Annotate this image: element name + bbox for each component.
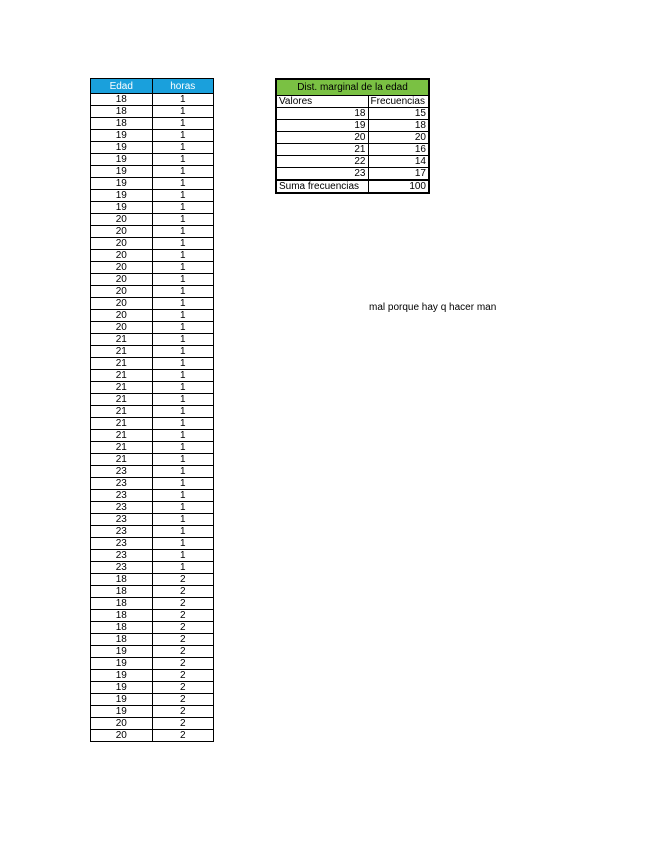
cell-edad[interactable]: 19 [91,142,153,154]
cell-edad[interactable]: 19 [91,190,153,202]
marginal-title[interactable]: Dist. marginal de la edad [276,79,429,96]
table-row [91,214,214,226]
cell-horas[interactable]: 1 [152,130,214,142]
cell-edad[interactable]: 21 [91,418,153,430]
table-row [91,526,214,538]
cell-edad[interactable]: 23 [91,526,153,538]
cell-edad[interactable]: 23 [91,502,153,514]
table-row [91,646,214,658]
cell-horas[interactable]: 1 [152,226,214,238]
cell-frecuencia[interactable]: 14 [368,156,429,168]
cell-edad[interactable]: 19 [91,130,153,142]
cell-valor[interactable]: 21 [276,144,368,156]
cell-edad[interactable]: 20 [91,274,153,286]
cell-edad[interactable]: 21 [91,394,153,406]
cell-horas[interactable]: 2 [152,670,214,682]
cell-edad[interactable]: 18 [91,94,153,106]
cell-edad[interactable]: 21 [91,370,153,382]
table-row [91,478,214,490]
cell-horas[interactable]: 1 [152,490,214,502]
cell-horas[interactable]: 1 [152,358,214,370]
cell-horas[interactable]: 1 [152,466,214,478]
cell-horas[interactable]: 1 [152,442,214,454]
cell-edad[interactable]: 19 [91,658,153,670]
table-row [91,394,214,406]
table-row [91,442,214,454]
cell-horas[interactable]: 1 [152,94,214,106]
cell-horas[interactable]: 1 [152,166,214,178]
cell-horas[interactable]: 2 [152,634,214,646]
cell-edad[interactable]: 20 [91,214,153,226]
cell-horas[interactable]: 2 [152,586,214,598]
note-text[interactable]: mal porque hay q hacer man [369,302,497,313]
table-row [91,550,214,562]
table-row [91,370,214,382]
cell-edad[interactable]: 19 [91,166,153,178]
cell-edad[interactable]: 20 [91,250,153,262]
cell-edad[interactable]: 23 [91,538,153,550]
cell-edad[interactable]: 23 [91,562,153,574]
cell-edad[interactable]: 18 [91,622,153,634]
cell-horas[interactable]: 2 [152,682,214,694]
edad-horas-table [90,78,214,742]
table-row [91,466,214,478]
cell-horas[interactable]: 1 [152,382,214,394]
table-row [91,430,214,442]
cell-horas[interactable]: 1 [152,406,214,418]
cell-horas[interactable]: 2 [152,598,214,610]
table-row [91,622,214,634]
table-header-row [91,79,214,94]
cell-valor[interactable]: 22 [276,156,368,168]
cell-edad[interactable]: 19 [91,694,153,706]
cell-horas[interactable]: 1 [152,526,214,538]
cell-edad[interactable]: 20 [91,286,153,298]
table-row [91,502,214,514]
cell-edad[interactable]: 23 [91,466,153,478]
table-row [91,310,214,322]
table-row [91,490,214,502]
cell-horas[interactable]: 2 [152,646,214,658]
cell-horas[interactable]: 1 [152,190,214,202]
sum-label[interactable]: Suma frecuencias [276,180,368,193]
cell-horas[interactable]: 1 [152,394,214,406]
cell-horas[interactable]: 1 [152,274,214,286]
cell-horas[interactable]: 1 [152,310,214,322]
cell-edad[interactable]: 19 [91,202,153,214]
cell-horas[interactable]: 1 [152,178,214,190]
cell-horas[interactable]: 2 [152,658,214,670]
table-row [91,562,214,574]
edad-horas-body [91,94,214,742]
marginal-col-header-row [276,96,429,108]
cell-edad[interactable]: 19 [91,706,153,718]
cell-horas[interactable]: 1 [152,334,214,346]
cell-edad[interactable]: 20 [91,718,153,730]
table-row [91,670,214,682]
cell-horas[interactable]: 2 [152,706,214,718]
cell-edad[interactable]: 18 [91,574,153,586]
table-row [276,132,429,144]
cell-edad[interactable]: 21 [91,334,153,346]
cell-frecuencia[interactable]: 20 [368,132,429,144]
cell-horas[interactable]: 1 [152,430,214,442]
table-row [91,706,214,718]
cell-horas[interactable]: 1 [152,370,214,382]
table-row [91,178,214,190]
table-row [91,118,214,130]
table-row [91,190,214,202]
cell-horas[interactable]: 1 [152,550,214,562]
cell-valor[interactable]: 20 [276,132,368,144]
cell-edad[interactable]: 18 [91,106,153,118]
table-row [91,298,214,310]
cell-edad[interactable]: 20 [91,298,153,310]
table-row [91,406,214,418]
cell-edad[interactable]: 20 [91,310,153,322]
cell-horas[interactable]: 1 [152,118,214,130]
cell-frecuencia[interactable]: 16 [368,144,429,156]
cell-edad[interactable]: 21 [91,406,153,418]
cell-edad[interactable]: 20 [91,226,153,238]
cell-edad[interactable]: 18 [91,586,153,598]
cell-horas[interactable]: 1 [152,298,214,310]
table-row [91,154,214,166]
cell-horas[interactable]: 2 [152,730,214,742]
cell-horas[interactable]: 1 [152,202,214,214]
header-horas[interactable]: horas [152,79,214,94]
cell-edad[interactable]: 19 [91,682,153,694]
cell-horas[interactable]: 1 [152,538,214,550]
table-row [91,598,214,610]
cell-frecuencia[interactable]: 15 [368,108,429,120]
table-row [276,168,429,181]
table-row [91,718,214,730]
table-row [91,634,214,646]
table-row [91,586,214,598]
cell-edad[interactable]: 20 [91,730,153,742]
table-row [91,454,214,466]
table-row [276,120,429,132]
table-row [91,682,214,694]
table-row [91,166,214,178]
table-row [91,130,214,142]
cell-horas[interactable]: 1 [152,262,214,274]
cell-horas[interactable]: 1 [152,238,214,250]
cell-edad[interactable]: 21 [91,346,153,358]
cell-edad[interactable]: 18 [91,118,153,130]
cell-edad[interactable]: 20 [91,238,153,250]
cell-horas[interactable]: 2 [152,622,214,634]
table-row [91,346,214,358]
table-row [91,226,214,238]
sum-row [276,180,429,193]
table-row [91,94,214,106]
table-row [91,142,214,154]
cell-horas[interactable]: 1 [152,106,214,118]
cell-edad[interactable]: 19 [91,154,153,166]
table-row [91,730,214,742]
cell-horas[interactable]: 1 [152,322,214,334]
table-row [91,610,214,622]
table-row [91,358,214,370]
cell-edad[interactable]: 18 [91,610,153,622]
cell-edad[interactable]: 20 [91,322,153,334]
cell-valor[interactable]: 19 [276,120,368,132]
table-row [91,322,214,334]
cell-edad[interactable]: 21 [91,454,153,466]
cell-edad[interactable]: 21 [91,382,153,394]
marginal-body [276,108,429,181]
cell-frecuencia[interactable]: 17 [368,168,429,181]
table-row [91,286,214,298]
cell-horas[interactable]: 1 [152,562,214,574]
cell-edad[interactable]: 21 [91,358,153,370]
cell-horas[interactable]: 2 [152,718,214,730]
cell-horas[interactable]: 1 [152,250,214,262]
table-row [276,144,429,156]
cell-horas[interactable]: 1 [152,418,214,430]
cell-valor[interactable]: 23 [276,168,368,181]
cell-horas[interactable]: 2 [152,610,214,622]
table-row [91,658,214,670]
table-row [91,538,214,550]
cell-horas[interactable]: 1 [152,502,214,514]
cell-horas[interactable]: 1 [152,346,214,358]
header-frecuencias[interactable]: Frecuencias [368,96,429,108]
cell-edad[interactable]: 18 [91,598,153,610]
cell-edad[interactable]: 21 [91,430,153,442]
cell-edad[interactable]: 20 [91,262,153,274]
marginal-distribution-table [275,78,430,194]
header-edad[interactable]: Edad [91,79,153,94]
cell-horas[interactable]: 1 [152,286,214,298]
cell-horas[interactable]: 1 [152,214,214,226]
sum-value[interactable]: 100 [368,180,429,193]
table-row [91,334,214,346]
table-row [91,418,214,430]
table-row [91,262,214,274]
cell-edad[interactable]: 23 [91,550,153,562]
table-row [91,574,214,586]
cell-edad[interactable]: 23 [91,514,153,526]
table-row [91,106,214,118]
cell-edad[interactable]: 18 [91,634,153,646]
header-valores[interactable]: Valores [276,96,368,108]
cell-edad[interactable]: 23 [91,478,153,490]
cell-horas[interactable]: 1 [152,154,214,166]
cell-edad[interactable]: 19 [91,646,153,658]
cell-edad[interactable]: 19 [91,670,153,682]
cell-horas[interactable]: 1 [152,142,214,154]
table-row [91,382,214,394]
cell-horas[interactable]: 1 [152,514,214,526]
table-row [91,514,214,526]
table-row [91,274,214,286]
cell-horas[interactable]: 2 [152,694,214,706]
cell-horas[interactable]: 1 [152,478,214,490]
cell-edad[interactable]: 19 [91,178,153,190]
cell-horas[interactable]: 1 [152,454,214,466]
table-row [91,238,214,250]
table-row [91,202,214,214]
cell-horas[interactable]: 2 [152,574,214,586]
table-row [91,250,214,262]
cell-edad[interactable]: 21 [91,442,153,454]
table-row [276,108,429,120]
table-row [91,694,214,706]
cell-frecuencia[interactable]: 18 [368,120,429,132]
cell-valor[interactable]: 18 [276,108,368,120]
table-row [276,156,429,168]
cell-edad[interactable]: 23 [91,490,153,502]
